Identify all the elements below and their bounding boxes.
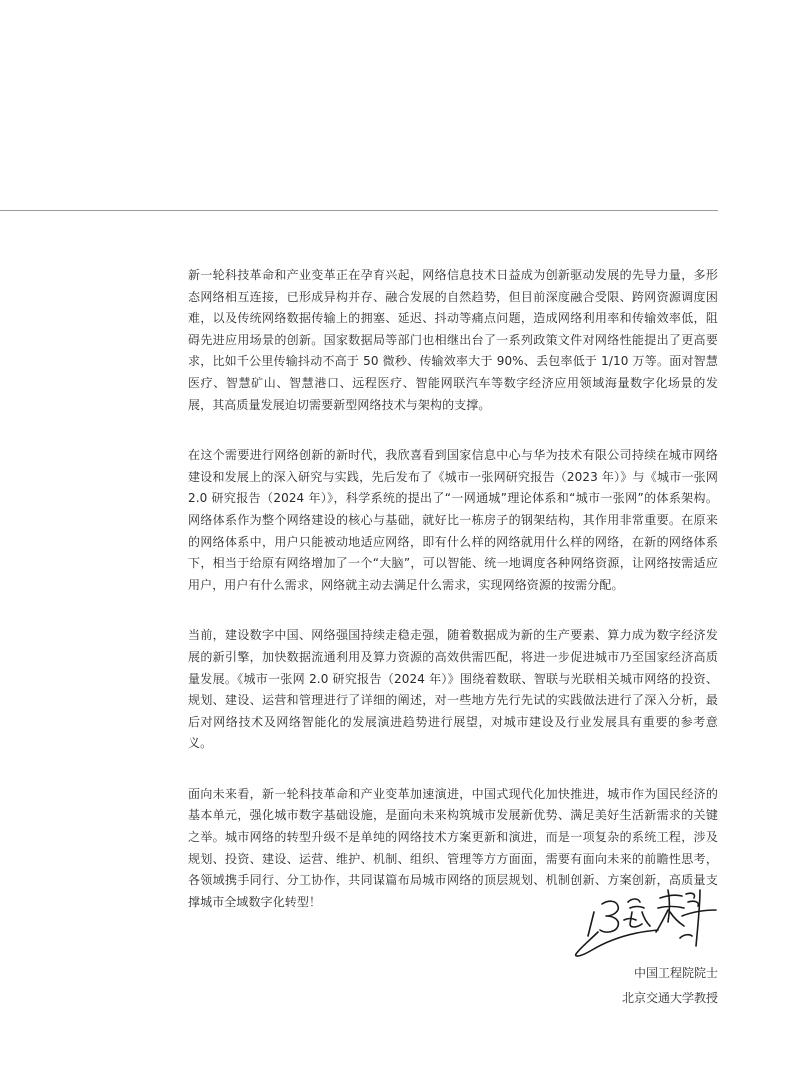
- paragraph-1: 新一轮科技革命和产业变革正在孕育兴起，网络信息技术日益成为创新驱动发展的先导力量，多形态网络相互连接，已形成异构并存、融合发展的自然趋势，但目前深度融合受限、跨网资源调度困难，以及传统网络数据传输上的拥塞、延迟、抖动等痛点问题，造成网络利用率和传输效率低，阻碍先进应用场景的创新。国家数据局等部门也相继出台了一系列政策文件对网络性能提出了更高要求，比如千公里传输抖动不高于 50 微秒、传输效率大于 90%、丢包率低于 1/10 万等。面对智慧医疗、智慧矿山、智慧港口、远程医疗、智能网联汽车等数字经济应用领域海量数字化场景的发展，其高质量发展迫切需要新型网络技术与架构的支撑。: [188, 268, 718, 412]
- handwritten-signature: [572, 876, 720, 958]
- paragraph-3: 当前，建设数字中国、网络强国持续走稳走强，随着数据成为新的生产要素、算力成为数字经济发展的新引擎，加快数据流通利用及算力资源的高效供需匹配，将进一步促进城市乃至国家经济高质量发展。《城市一张网 2.0 研究报告（2024 年）》围绕着数联、智联与光联相关城市网络的投资、规划、建设、运营和管理进行了详细的阐述，对一些地方先行先试的实践做法进行了深入分析，最后对网络技术及网络智能化的发展演进趋势进行展望，对城市建设及行业发展具有重要的参考意义。: [188, 628, 718, 751]
- paragraph-2: 在这个需要进行网络创新的新时代，我欣喜看到国家信息中心与华为技术有限公司持续在城市网络建设和发展上的深入研究与实践，先后发布了《城市一张网研究报告（2023 年）》与《城市一张网 2.0 研究报告（2024 年）》，科学系统的提出了“一网通城”理论体系和“城市一张网”的体系架构。网络体系作为整个网络建设的核心与基础，就好比一栋房子的钢架结构，其作用非常重要。在原来的网络体系中，用户只能被动地适应网络，即有什么样的网络就用什么样的网络，在新的网络体系下，相当于给原有网络增加了一个“大脑”，可以智能、统一地调度各种网络资源，让网络按需适应用户，用户有什么需求，网络就主动去满足什么需求，实现网络资源的按需分配。: [188, 448, 718, 592]
- preface-body: [188, 265, 718, 942]
- author-title-2: 北京交通大学教授: [621, 991, 718, 1005]
- paragraph-4: 面向未来看，新一轮科技革命和产业变革加速演进，中国式现代化加快推进，城市作为国民经济的基本单元，强化城市数字基础设施，是面向未来构筑城市发展新优势、满足美好生活新需求的关键之举。城市网络的转型升级不是单纯的网络技术方案更新和演进，而是一项复杂的系统工程，涉及规划、投资、建设、运营、维护、机制、组织、管理等方方面面，需要有面向未来的前瞻性思考，各领域携手同行、分工协作，共同谋篇布局城市网络的顶层规划、机制创新、方案创新，高质量支撑城市全域数字化转型！: [188, 786, 718, 909]
- header-divider: [0, 210, 718, 211]
- author-title-1: 中国工程院院士: [633, 966, 718, 980]
